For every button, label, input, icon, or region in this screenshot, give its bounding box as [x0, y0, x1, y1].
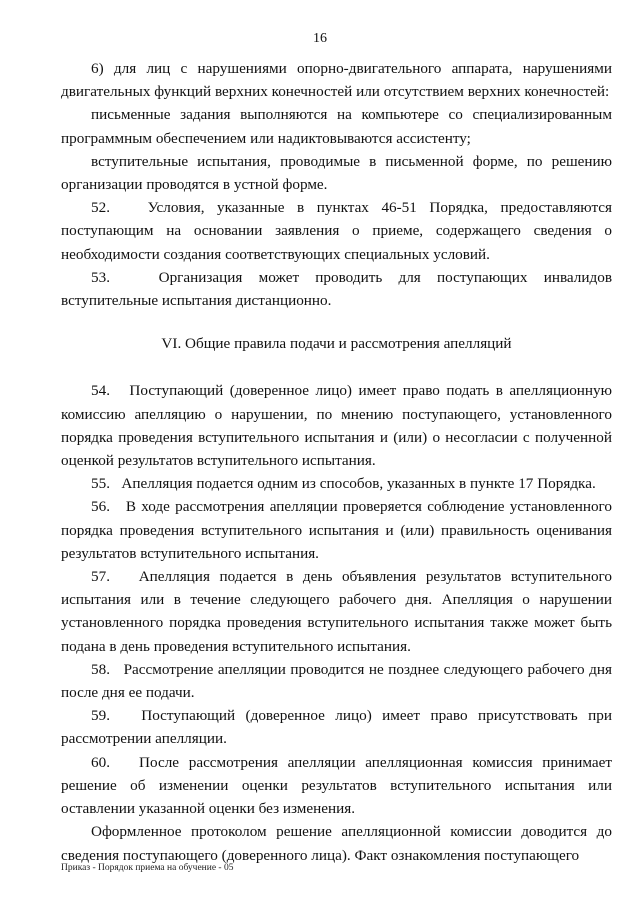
paragraph-54: 54. Поступающий (доверенное лицо) имеет право подать в апелляционную комиссию апелляцию о нарушении, по мнению поступающего, установленного порядка проведения вступительного испытания и (или) о несогласии с полученной оценкой результатов вступительного испытания.	[61, 382, 612, 470]
paragraph-60: 60. После рассмотрения апелляции апелляционная комиссия принимает решение об изменении оценки результатов вступительного испытания или оставлении указанной оценки без изменения.	[61, 753, 612, 818]
paragraph-59: 59. Поступающий (доверенное лицо) имеет право присутствовать при рассмотрении апелляции.	[61, 707, 612, 748]
paragraph-55: 55. Апелляция подается одним из способов, указанных в пункте 17 Порядка.	[91, 475, 596, 493]
paragraph-item-6: 6) для лиц с нарушениями опорно-двигательного аппарата, нарушениями двигательных функций верхних конечностей или отсутствием верхних конечностей:	[61, 60, 612, 101]
page-number: 16	[313, 31, 327, 46]
paragraph-58: 58. Рассмотрение апелляции проводится не позднее следующего рабочего дня после дня ее подачи.	[61, 660, 612, 702]
paragraph-53: 53. Организация может проводить для поступающих инвалидов вступительные испытания дистанционно.	[61, 268, 612, 310]
footer-text: Приказ - Порядок приема на обучение - 05	[61, 863, 234, 873]
paragraph-protocol: Оформленное протоколом решение апелляционной комиссии доводится до сведения поступающего (доверенного лица). Факт ознакомления поступающего	[61, 823, 612, 864]
paragraph-52: 52. Условия, указанные в пунктах 46-51 Порядка, предоставляются поступающим на основании заявления о приеме, содержащего сведения о необходимости создания соответствующих специальных условий.	[61, 199, 612, 263]
paragraph-57: 57. Апелляция подается в день объявления результатов вступительного испытания или в течение следующего рабочего дня. Апелляция о нарушении установленного порядка проведения вступительного испытания также может быть подана в день проведения вступительного испытания.	[61, 568, 612, 655]
paragraph-56: 56. В ходе рассмотрения апелляции проверяется соблюдение установленного порядка проведения вступительного испытания и (или) правильность оценивания результатов вступительного испытания.	[61, 498, 612, 562]
document-body	[61, 57, 612, 867]
paragraph-oral-form: вступительные испытания, проводимые в письменной форме, по решению организации проводятся в устной форме.	[61, 152, 612, 194]
section-heading: VI. Общие правила подачи и рассмотрения апелляций	[161, 335, 512, 353]
paragraph-written-tasks: письменные задания выполняются на компьютере со специализированным программным обеспечением или надиктовываются ассистенту;	[61, 106, 612, 147]
